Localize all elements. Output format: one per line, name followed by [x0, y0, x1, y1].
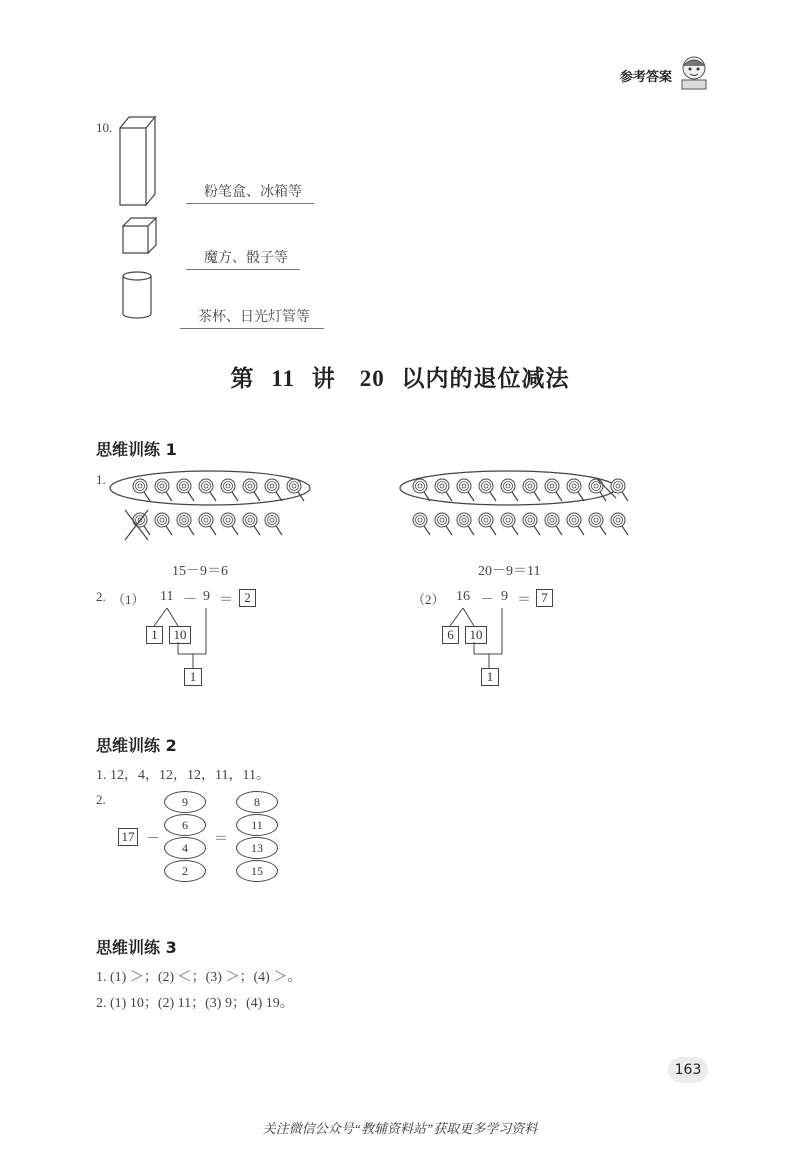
t1-q2-part1-op: －: [183, 593, 197, 608]
t1-q2-part1-eq: ＝: [219, 593, 233, 608]
t1-q2-number: 2.: [96, 589, 106, 604]
cube-icon: [118, 214, 164, 256]
page-number: 163: [668, 1057, 708, 1083]
t3-line1: 1. (1) ＞；(2) ＜；(3) ＞；(4) ＞。: [96, 970, 302, 985]
t1-q1-eq-left: 15－9＝6: [172, 564, 228, 579]
cylinder-icon: [118, 268, 156, 322]
t1-q1-eq-right: 20－9＝11: [478, 564, 541, 579]
cuboid-label: 粉笔盒、冰箱等: [186, 181, 314, 204]
t1-q2-part2-b: 9: [501, 589, 508, 604]
t1-q2-part2-bottom: 1: [481, 668, 499, 686]
t1-q2-part2-a: 16: [456, 589, 470, 604]
lesson-title: 第 11 讲 20 以内的退位减法: [230, 366, 570, 391]
footer-note: 关注微信公众号“教辅资料站”获取更多学习资料: [262, 1121, 538, 1136]
cuboid-icon: [115, 112, 165, 210]
t1-q2-part1-bottom: 1: [184, 668, 202, 686]
t2-left-oval: 4: [164, 837, 206, 859]
t2-q2-equals: ＝: [214, 832, 228, 847]
t1-q2-part1-tag: （1）: [112, 592, 145, 607]
training2-heading: 思维训练 2: [96, 736, 177, 755]
t1-q2-part2-split-left: 6: [442, 626, 459, 644]
t1-q2-part2-result: 7: [536, 589, 553, 607]
t1-q2-part1-b: 9: [203, 589, 210, 604]
t2-left-oval: 6: [164, 814, 206, 836]
t1-q2-part2-op: －: [480, 593, 494, 608]
training1-heading: 思维训练 1: [96, 440, 177, 459]
t1-q1-number: 1.: [96, 472, 106, 487]
t1-q2-part2-split-right: 10: [465, 626, 487, 644]
cylinder-label: 茶杯、日光灯管等: [180, 306, 324, 329]
t1-q2-part1-a: 11: [160, 589, 174, 604]
t1-q2-part1-split-right: 10: [169, 626, 191, 644]
cube-label: 魔方、骰子等: [186, 247, 300, 270]
t1-q2-part1-result: 2: [239, 589, 256, 607]
t2-right-oval: 8: [236, 791, 278, 813]
t1-q2-part2-tag: （2）: [412, 592, 445, 607]
t2-q2-number: 2.: [96, 792, 106, 807]
t2-left-oval: 2: [164, 860, 206, 882]
t2-q1: 1. 12，4，12，12，11，11。: [96, 768, 270, 783]
lollipop-figure: [100, 462, 660, 542]
mascot-icon: [676, 52, 712, 92]
t2-left-oval: 9: [164, 791, 206, 813]
t2-q2-minuend: 17: [118, 828, 138, 846]
t1-q2-part1-split-left: 1: [146, 626, 163, 644]
t2-right-oval: 15: [236, 860, 278, 882]
t3-line2: 2. (1) 10；(2) 11；(3) 9；(4) 19。: [96, 996, 294, 1011]
q10-number: 10.: [96, 120, 113, 135]
t2-q2-minus: －: [146, 832, 160, 847]
training3-heading: 思维训练 3: [96, 938, 177, 957]
t2-right-oval: 11: [236, 814, 278, 836]
t1-q2-part2-eq: ＝: [517, 593, 531, 608]
t2-right-oval: 13: [236, 837, 278, 859]
header-label: 参考答案: [620, 69, 673, 84]
